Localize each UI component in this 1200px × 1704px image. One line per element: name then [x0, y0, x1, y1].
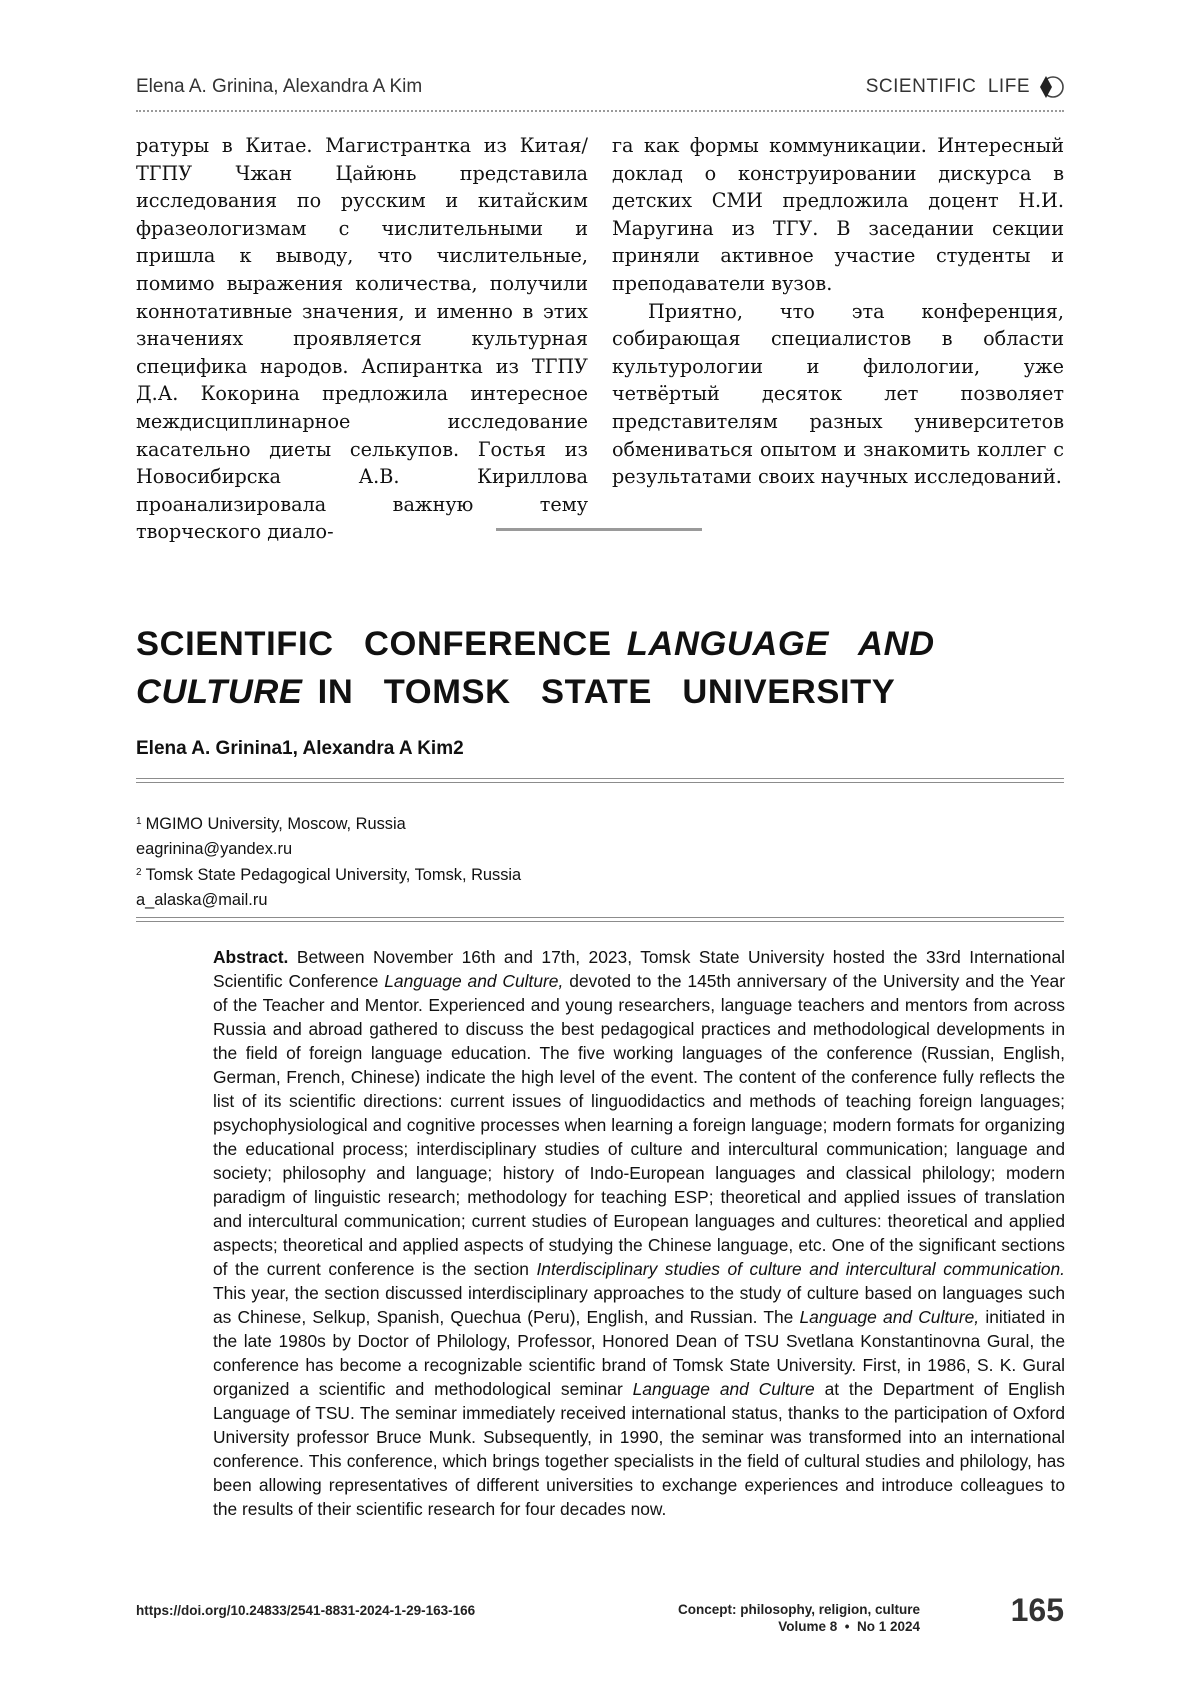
article-authors: Elena A. Grinina1, Alexandra A Kim2: [136, 738, 464, 759]
title-italic: LANGUAGE AND CULTURE: [136, 625, 965, 711]
abstract-italic-2: Interdisciplinary studies of culture and intercultural communication.: [536, 1259, 1065, 1279]
title-part-1: SCIENTIFIC CONFERENCE: [136, 625, 627, 663]
left-column-paragraph: ратуры в Китае. Магистрантка из Китая/ ТГПУ Чжан Цайюнь представила исследования по русским и китайским фразеологизмам с числительными и пришла к выводу, что числительные, помимо выражения количества, получили коннотативные значения, и именно в этих значениях проявляется культурная специфика народов. Аспирантка из ТГПУ Д.А. Кокорина предложила интересное междисциплинарное исследование касательно диеты селькупов. Гостья из Новосибирска А.В. Кириллова проанализировала важную тему творческого диало-: [136, 134, 588, 544]
email-text: a_alaska@mail.ru: [136, 890, 268, 909]
affiliation-line: [136, 810, 521, 837]
left-column: [136, 132, 588, 546]
email-text: eagrinina@yandex.ru: [136, 839, 293, 858]
section-logo-icon: [1038, 74, 1064, 100]
title-part-2: IN TOMSK STATE UNIVERSITY: [302, 673, 896, 711]
journal-volume: Volume 8 • No 1 2024: [778, 1619, 920, 1634]
article-title: [136, 620, 1076, 716]
footer-journal: [660, 1601, 920, 1635]
affiliation-sup: 1: [136, 816, 142, 827]
running-header: [136, 72, 1064, 102]
affiliation-text: Tomsk State Pedagogical University, Tomsk, Russia: [145, 866, 522, 884]
running-header-section-group: [866, 74, 1064, 100]
journal-name: Concept: philosophy, religion, culture: [677, 1602, 920, 1617]
affiliation-sup: 2: [136, 867, 142, 878]
abstract-text-4: initiated in the late 1980s by Doctor of Philology, Professor, Honored Dean of TSU Svetlana Konstantinovna Gural, the conference has become a recognizable scientific brand of Tomsk State University. First, in 1986, S. K. Gural organized a scientific and methodological seminar: [213, 1307, 1065, 1399]
section-separator: [496, 528, 702, 531]
right-column: [612, 132, 1064, 546]
running-header-section: SCIENTIFIC LIFE: [865, 76, 1030, 97]
affiliation-email: [136, 888, 521, 913]
affiliation-text: MGIMO University, Moscow, Russia: [145, 815, 406, 833]
abstract-italic-1: Language and Culture,: [384, 971, 564, 991]
abstract: [213, 945, 1065, 1521]
abstract-text-5: at the Department of English Language of TSU. The seminar immediately received international status, thanks to the participation of Oxford University professor Bruce Munk. Subsequently, in 1990, the seminar was transformed into an international conference. This conference, which brings together specialists in the field of cultural studies and philology, has been allowing representatives of different universities to exchange experiences and introduce colleagues to the results of their scientific research for four decades now.: [213, 1379, 1065, 1519]
abstract-text-2: devoted to the 145th anniversary of the University and the Year of the Teacher and Mentor. Experienced and young researchers, language teachers and mentors from across Russia and abroad gathered to discuss the best pedagogical practices and methodological developments in the field of foreign language education. The five working languages of the conference (Russian, English, German, French, Chinese) indicate the high level of the event. The content of the conference fully reflects the list of its scientific directions: current issues of linguodidactics and methods of teaching foreign languages; psychophysiological and cognitive processes when learning a foreign language; modern formats for organizing the educational process; interdisciplinary studies of culture and intercultural communication; language and society; philosophy and language; history of Indo-European languages and classical philology; modern paradigm of linguistic research; methodology for teaching ESP; theoretical and applied issues of translation and intercultural communication; current studies of European languages and cultures: theoretical and applied aspects; theoretical and applied aspects of studying the Chinese language, etc. One of the significant sections of the current conference is the section: [213, 971, 1065, 1279]
abstract-italic-4: Language and Culture: [632, 1379, 815, 1399]
body-columns: [136, 132, 1064, 546]
abstract-label: Abstract.: [213, 947, 289, 967]
right-column-paragraph-1: га как формы коммуникации. Интересный доклад о конструировании дискурса в детских СМИ предложила доцент Н.И. Маругина из ТГУ. В заседании секции приняли активное участие студенты и преподаватели вузов.: [612, 134, 1064, 295]
page-number: 165: [1010, 1592, 1064, 1628]
affiliation-line: [136, 861, 521, 888]
affiliations-double-rule: [136, 917, 1064, 922]
affiliations: [136, 810, 521, 912]
affiliation-email: [136, 837, 521, 862]
right-column-paragraph-2: Приятно, что эта конференция, собирающая специалистов в области культурологии и филологии, уже четвёртый десяток лет позволяет представителям разных университетов обмениваться опытом и знакомить коллег с результатами своих научных исследований.: [612, 299, 1064, 489]
abstract-text-3: This year, the section discussed interdisciplinary approaches to the study of culture based on languages such as Chinese, Selkup, Spanish, Quechua (Peru), English, and Russian. The: [213, 1283, 1065, 1327]
footer-doi: https://doi.org/10.24833/2541-8831-2024-1-29-163-166: [136, 1603, 476, 1618]
header-dotted-rule: [136, 110, 1064, 112]
abstract-italic-3: Language and Culture,: [799, 1307, 980, 1327]
running-header-authors: Elena A. Grinina, Alexandra A Kim: [136, 76, 423, 97]
authors-double-rule: [136, 778, 1064, 783]
abstract-text-1: Between November 16th and 17th, 2023, Tomsk State University hosted the 33rd International Scientific Conference: [213, 947, 1065, 991]
